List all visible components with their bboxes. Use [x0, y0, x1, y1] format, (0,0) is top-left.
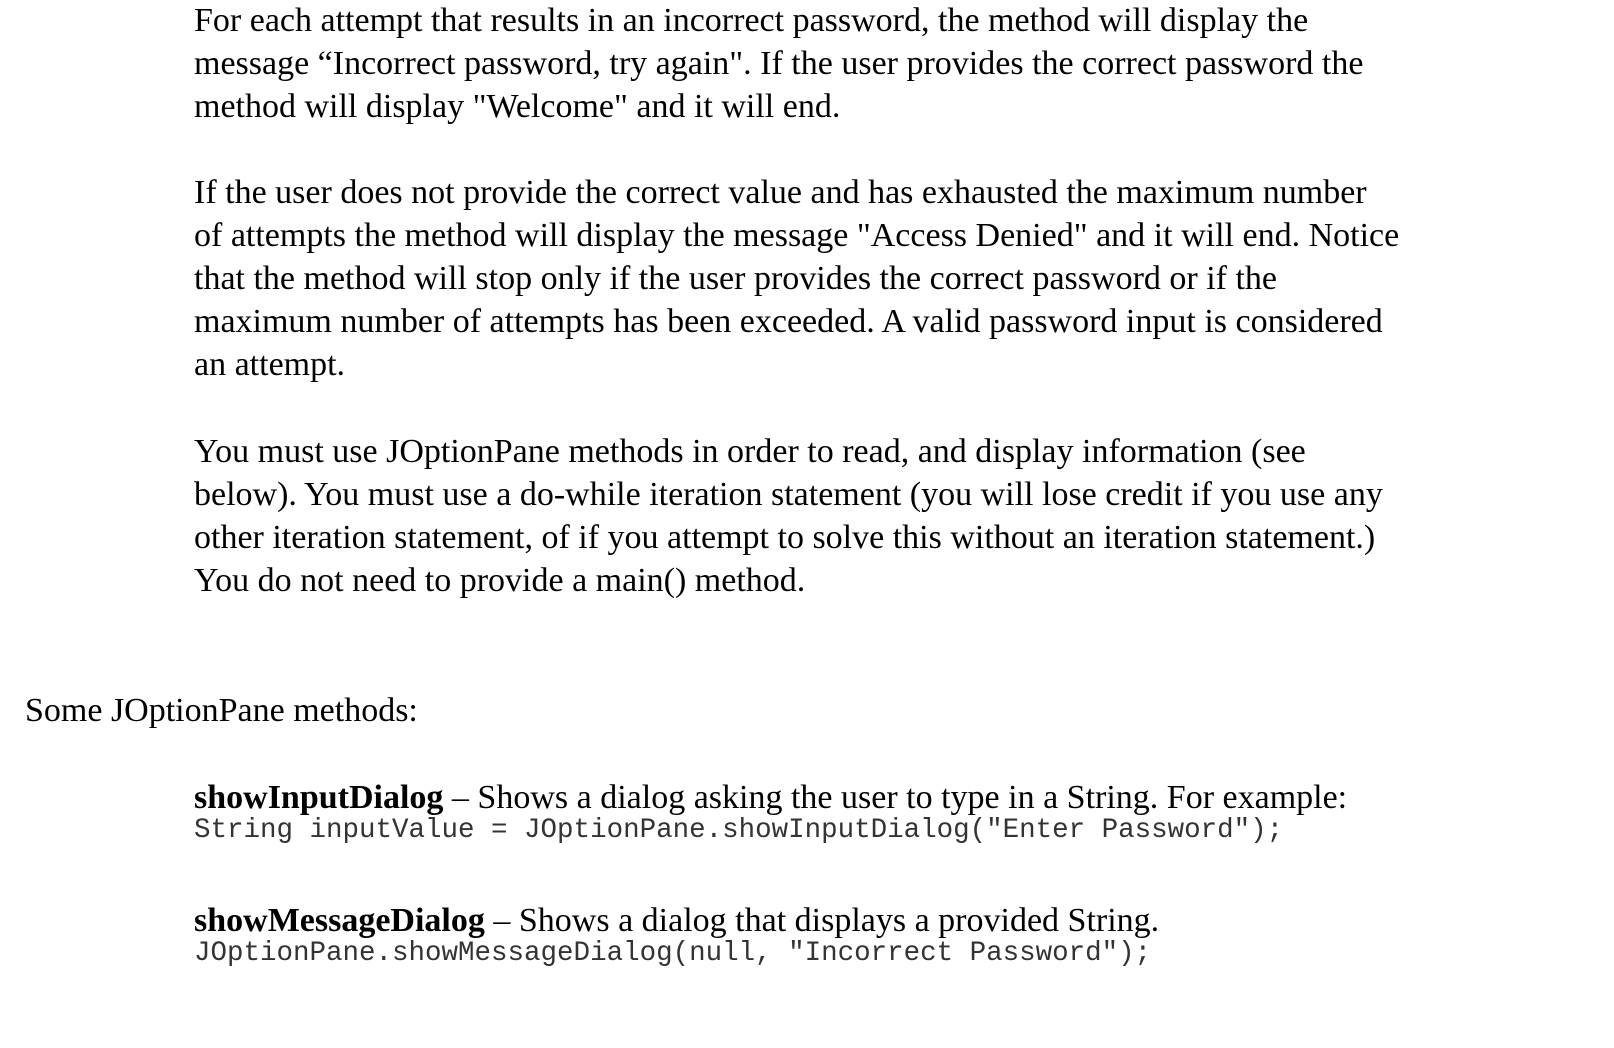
method-name: showInputDialog	[194, 779, 444, 816]
text-line: You do not need to provide a main() method.	[194, 562, 806, 599]
method-description: – Shows a dialog asking the user to type in a String. For example:	[443, 779, 1348, 816]
text-line: For each attempt that results in an incorrect password, the method will display the	[194, 2, 1309, 39]
text-line: that the method will stop only if the user provides the correct password or if the	[194, 260, 1278, 297]
method-description: – Shows a dialog that displays a provided String.	[484, 902, 1160, 939]
method-show-input-dialog	[194, 776, 1594, 847]
code-example: JOptionPane.showMessageDialog(null, "Incorrect Password");	[194, 938, 1152, 969]
text-line: of attempts the method will display the message "Access Denied" and it will end. Notice	[194, 217, 1400, 254]
text-line: below). You must use a do-while iteration statement (you will lose credit if you use any	[194, 476, 1383, 513]
text-line: maximum number of attempts has been exceeded. A valid password input is considered	[194, 303, 1383, 340]
section-heading: Some JOptionPane methods:	[25, 692, 418, 729]
method-title	[194, 899, 1594, 942]
method-title	[194, 776, 1594, 819]
text-line: other iteration statement, of if you attempt to solve this without an iteration statement.)	[194, 519, 1376, 556]
text-line: You must use JOptionPane methods in order to read, and display information (see	[194, 433, 1306, 470]
paragraph-requirements	[194, 430, 1594, 602]
paragraph-access-denied	[194, 171, 1594, 386]
text-line: an attempt.	[194, 346, 346, 383]
text-line: If the user does not provide the correct value and has exhausted the maximum number	[194, 174, 1367, 211]
paragraph-incorrect-password	[194, 0, 1594, 128]
method-show-message-dialog	[194, 899, 1594, 970]
method-name: showMessageDialog	[194, 902, 485, 939]
code-example: String inputValue = JOptionPane.showInputDialog("Enter Password");	[194, 815, 1284, 846]
text-line: message “Incorrect password, try again". If the user provides the correct password the	[194, 45, 1364, 82]
text-line: method will display "Welcome" and it will end.	[194, 88, 841, 125]
